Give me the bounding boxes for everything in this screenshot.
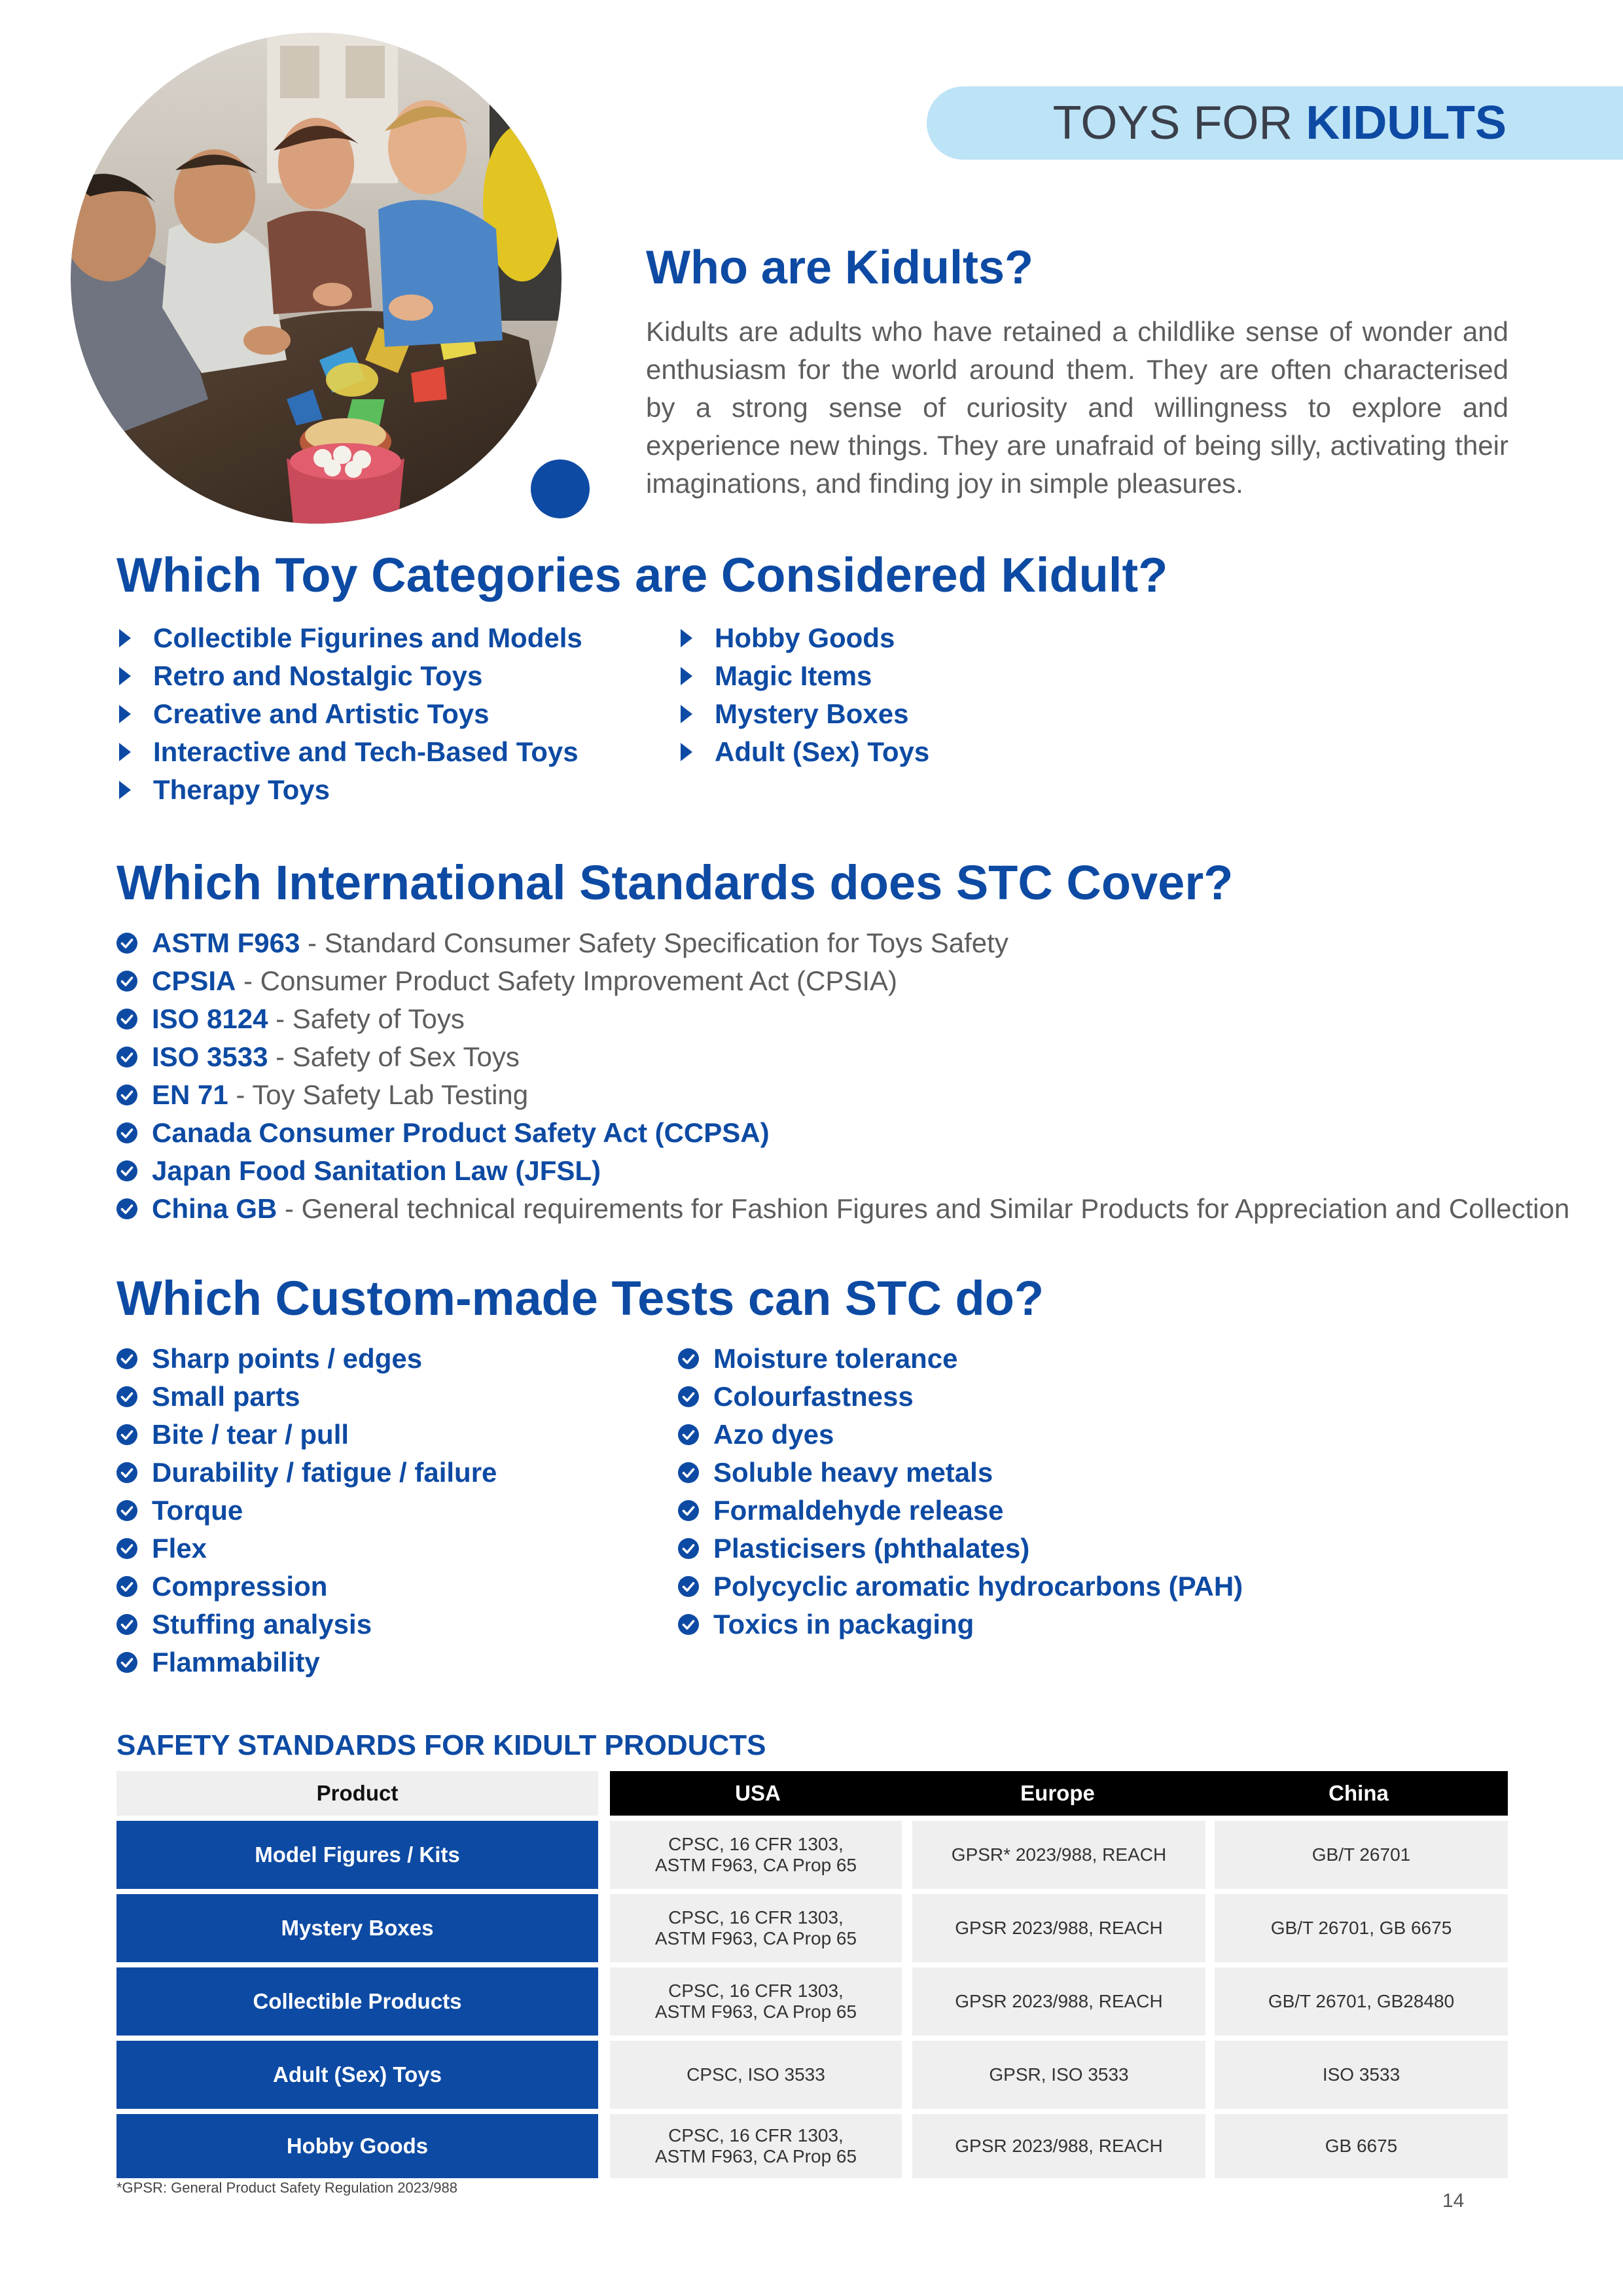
- list-item: Polycyclic aromatic hydrocarbons (PAH): [678, 1568, 1243, 1605]
- tests-list-left: [116, 1340, 497, 1681]
- list-item: Adult (Sex) Toys: [678, 733, 929, 771]
- list-item: Flammability: [116, 1643, 497, 1681]
- list-item: Soluble heavy metals: [678, 1454, 1243, 1492]
- list-item: Sharp points / edges: [116, 1340, 497, 1378]
- table-header-europe: Europe: [1020, 1781, 1095, 1805]
- triangle-bullet-icon: [119, 781, 131, 799]
- check-circle-icon: [116, 1122, 137, 1143]
- list-item: Interactive and Tech-Based Toys: [116, 733, 582, 771]
- table-title: SAFETY STANDARDS FOR KIDULT PRODUCTS: [116, 1729, 766, 1761]
- list-item: Colourfastness: [678, 1378, 1243, 1416]
- check-circle-icon: [678, 1576, 699, 1597]
- row-china: GB/T 26701: [1215, 1821, 1508, 1889]
- check-circle-icon: [116, 1614, 137, 1635]
- check-circle-icon: [116, 933, 137, 954]
- list-item: Formaldehyde release: [678, 1492, 1243, 1530]
- check-circle-icon: [116, 1009, 137, 1030]
- check-circle-icon: [116, 1576, 137, 1597]
- categories-title: Which Toy Categories are Considered Kidult?: [116, 548, 1168, 602]
- categories-list-left: [116, 619, 582, 809]
- list-item: Torque: [116, 1492, 497, 1530]
- list-item: Retro and Nostalgic Toys: [116, 657, 582, 695]
- row-product: Adult (Sex) Toys: [116, 2041, 598, 2109]
- row-europe: GPSR 2023/988, REACH: [912, 2114, 1205, 2178]
- triangle-bullet-icon: [119, 667, 131, 685]
- list-item: Bite / tear / pull: [116, 1416, 497, 1454]
- table-footnote: *GPSR: General Product Safety Regulation 2023/988: [116, 2179, 457, 2196]
- kidults-photo: [71, 33, 562, 524]
- row-usa: CPSC, 16 CFR 1303, ASTM F963, CA Prop 65: [610, 1894, 902, 1962]
- row-usa: CPSC, 16 CFR 1303, ASTM F963, CA Prop 65: [610, 1967, 902, 2036]
- table-header-usa: USA: [735, 1781, 781, 1805]
- row-product: Hobby Goods: [116, 2114, 598, 2178]
- triangle-bullet-icon: [681, 667, 692, 685]
- list-item: Small parts: [116, 1378, 497, 1416]
- triangle-bullet-icon: [681, 705, 692, 723]
- page-number: 14: [1442, 2190, 1465, 2212]
- row-europe: GPSR* 2023/988, REACH: [912, 1821, 1205, 1889]
- check-circle-icon: [678, 1462, 699, 1483]
- list-item: Canada Consumer Product Safety Act (CCPSA): [116, 1114, 1569, 1152]
- triangle-bullet-icon: [119, 743, 131, 761]
- check-circle-icon: [116, 1462, 137, 1483]
- row-europe: GPSR 2023/988, REACH: [912, 1894, 1205, 1962]
- row-china: GB 6675: [1215, 2114, 1508, 2178]
- triangle-bullet-icon: [119, 705, 131, 723]
- row-china: GB/T 26701, GB 6675: [1215, 1894, 1508, 1962]
- check-circle-icon: [116, 1500, 137, 1521]
- check-circle-icon: [116, 1348, 137, 1369]
- row-product: Model Figures / Kits: [116, 1821, 598, 1889]
- check-circle-icon: [116, 1085, 137, 1105]
- list-item: Therapy Toys: [116, 771, 582, 809]
- check-circle-icon: [678, 1386, 699, 1407]
- who-description: Kidults are adults who have retained a childlike sense of wonder and enthusiasm for the world around them. They are often characterised by a strong sense of curiosity and willingness to explore and experience new things. They are unafraid of being silly, activating their imaginations, and finding joy in simple pleasures.: [646, 316, 1508, 499]
- row-china: GB/T 26701, GB28480: [1215, 1967, 1508, 2036]
- list-item: Mystery Boxes: [678, 695, 929, 733]
- triangle-bullet-icon: [681, 743, 692, 761]
- check-circle-icon: [116, 1424, 137, 1445]
- standards-title: Which International Standards does STC Cover?: [116, 855, 1234, 910]
- tests-list-right: [678, 1340, 1243, 1643]
- row-usa: CPSC, ISO 3533: [610, 2041, 902, 2109]
- categories-list-right: [678, 619, 929, 771]
- check-circle-icon: [116, 1198, 137, 1219]
- section-banner: [927, 86, 1623, 160]
- list-item: Durability / fatigue / failure: [116, 1454, 497, 1492]
- row-product: Collectible Products: [116, 1967, 598, 2036]
- list-item: Japan Food Sanitation Law (JFSL): [116, 1152, 1569, 1190]
- triangle-bullet-icon: [681, 629, 692, 647]
- check-circle-icon: [678, 1614, 699, 1635]
- list-item: China GB - General technical requirements for Fashion Figures and Similar Products for Appreciation and Collection: [116, 1190, 1569, 1228]
- list-item: Flex: [116, 1530, 497, 1568]
- check-circle-icon: [116, 1386, 137, 1407]
- row-china: ISO 3533: [1215, 2041, 1508, 2109]
- triangle-bullet-icon: [119, 629, 131, 647]
- list-item: Plasticisers (phthalates): [678, 1530, 1243, 1568]
- check-circle-icon: [116, 971, 137, 992]
- decorative-dot: [531, 459, 590, 518]
- table-header-china: China: [1329, 1781, 1389, 1805]
- table-header-regions: [610, 1771, 1508, 1816]
- row-europe: GPSR 2023/988, REACH: [912, 1967, 1205, 2036]
- check-circle-icon: [678, 1424, 699, 1445]
- table-header-product: Product: [116, 1771, 598, 1816]
- list-item: Toxics in packaging: [678, 1605, 1243, 1643]
- banner-title: TOYS FOR KIDULTS: [1052, 97, 1507, 149]
- tests-title: Which Custom-made Tests can STC do?: [116, 1271, 1044, 1325]
- standards-list: [116, 924, 1569, 1228]
- list-item: Azo dyes: [678, 1416, 1243, 1454]
- list-item: Magic Items: [678, 657, 929, 695]
- row-europe: GPSR, ISO 3533: [912, 2041, 1205, 2109]
- row-product: Mystery Boxes: [116, 1894, 598, 1962]
- row-usa: CPSC, 16 CFR 1303, ASTM F963, CA Prop 65: [610, 1821, 902, 1889]
- list-item: CPSIA - Consumer Product Safety Improvement Act (CPSIA): [116, 962, 1569, 1000]
- list-item: EN 71 - Toy Safety Lab Testing: [116, 1076, 1569, 1114]
- list-item: ISO 3533 - Safety of Sex Toys: [116, 1038, 1569, 1076]
- check-circle-icon: [678, 1538, 699, 1559]
- check-circle-icon: [116, 1538, 137, 1559]
- check-circle-icon: [116, 1047, 137, 1067]
- check-circle-icon: [116, 1652, 137, 1673]
- who-title: Who are Kidults?: [646, 242, 1033, 294]
- list-item: Compression: [116, 1568, 497, 1605]
- list-item: Moisture tolerance: [678, 1340, 1243, 1378]
- list-item: Creative and Artistic Toys: [116, 695, 582, 733]
- list-item: ASTM F963 - Standard Consumer Safety Specification for Toys Safety: [116, 924, 1569, 962]
- check-circle-icon: [678, 1348, 699, 1369]
- list-item: Collectible Figurines and Models: [116, 619, 582, 657]
- check-circle-icon: [678, 1500, 699, 1521]
- row-usa: CPSC, 16 CFR 1303, ASTM F963, CA Prop 65: [610, 2114, 902, 2178]
- list-item: ISO 8124 - Safety of Toys: [116, 1000, 1569, 1038]
- list-item: Stuffing analysis: [116, 1605, 497, 1643]
- list-item: Hobby Goods: [678, 619, 929, 657]
- check-circle-icon: [116, 1160, 137, 1181]
